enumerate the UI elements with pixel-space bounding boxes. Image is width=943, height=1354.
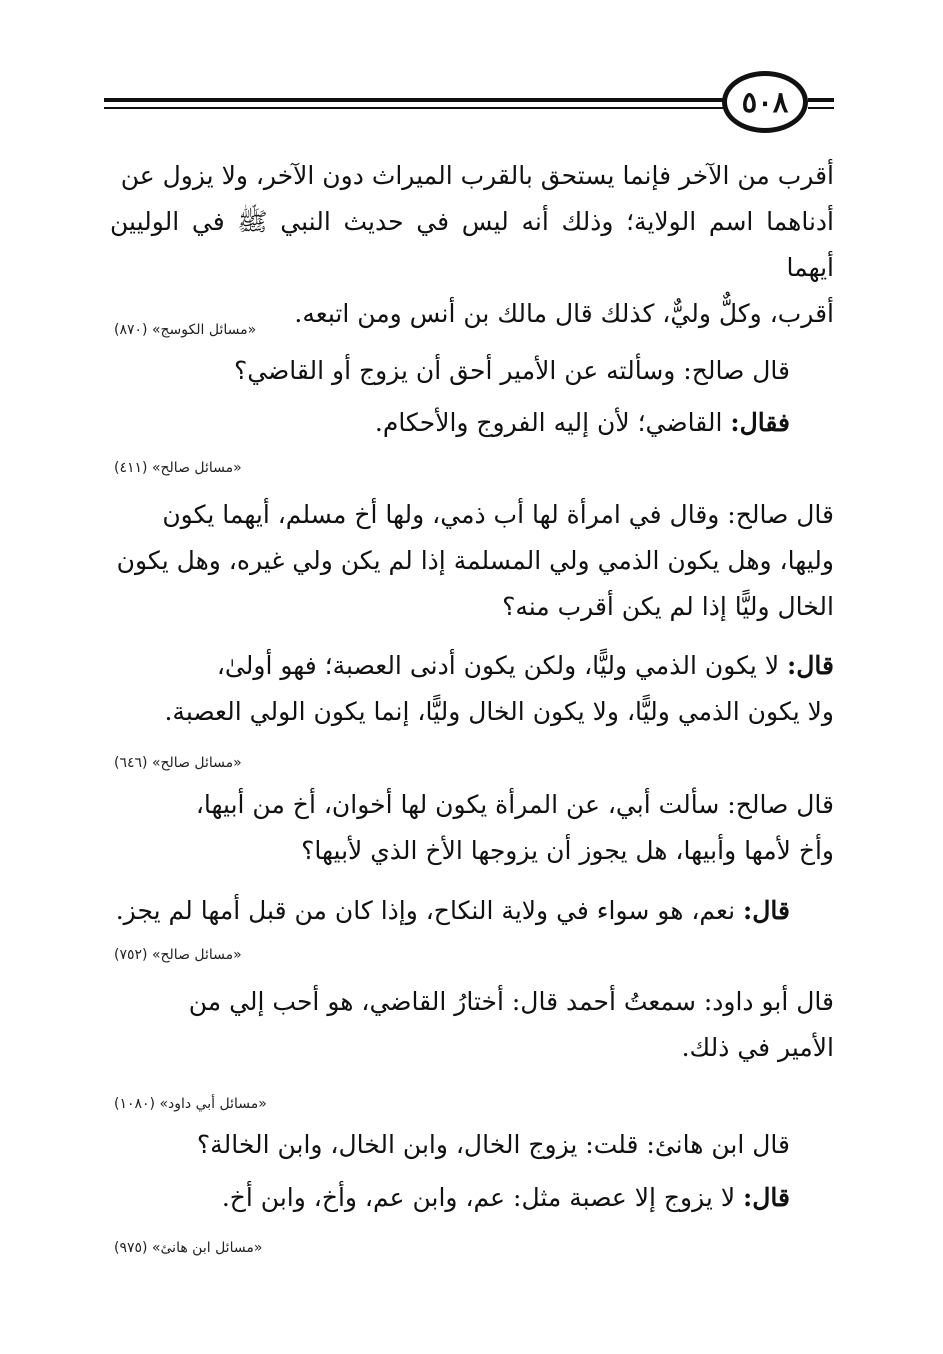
line: ولا يكون الذمي وليًّا، ولا يكون الخال وليًّا، إنما يكون الولي العصبة. (164, 697, 834, 726)
line: قال صالح: وقال في امرأة لها أب ذمي، ولها أخ مسلم، أيهما يكون (162, 500, 834, 529)
source-citation: «مسائل صالح» (٧٥٢) (114, 947, 242, 963)
line: أقرب من الآخر فإنما يستحق بالقرب الميراث دون الآخر، ولا يزول عن (120, 161, 834, 190)
answer-text: لا يكون الذمي وليًّا، ولكن يكون أدنى العصبة؛ فهو أولىٰ، (216, 651, 788, 680)
paragraph-question (110, 979, 834, 1071)
paragraph-answer (110, 888, 790, 934)
header-rule-right (808, 98, 834, 102)
line: وأخ لأمها وأبيها، هل يجوز أن يزوجها الأخ الذي لأبيها؟ (301, 836, 834, 865)
answer-text: القاضي؛ لأن إليه الفروج والأحكام. (374, 408, 731, 437)
source-citation: «مسائل صالح» (٤١١) (114, 460, 242, 476)
header-rule-top (104, 98, 724, 102)
header-rule-right-2 (808, 107, 834, 109)
source-citation: «مسائل الكوسج» (٨٧٠) (114, 322, 257, 338)
answer-lead: قال: (743, 896, 790, 925)
line (110, 888, 790, 934)
source-citation: «مسائل أبي داود» (١٠٨٠) (114, 1096, 267, 1112)
line: الخال وليًّا إذا لم يكن أقرب منه؟ (502, 592, 834, 621)
line (110, 1175, 790, 1221)
answer-lead: فقال: (730, 408, 790, 437)
paragraph-question (110, 348, 790, 394)
answer-text: نعم، هو سواء في ولاية النكاح، وإذا كان من قبل أمها لم يجز. (115, 896, 744, 925)
source-citation: «مسائل ابن هانئ» (٩٧٥) (114, 1240, 263, 1256)
answer-lead: قال: (743, 1183, 790, 1212)
line (110, 400, 790, 446)
paragraph-question (110, 1122, 790, 1168)
answer-text: لا يزوج إلا عصبة مثل: عم، وابن عم، وأخ، وابن أخ. (221, 1183, 744, 1212)
page-number: ٥٠٨ (722, 71, 808, 133)
answer-lead: قال: (787, 651, 834, 680)
line: قال أبو داود: سمعتُ أحمد قال: أختارُ القاضي، هو أحب إلي من (188, 987, 834, 1016)
source-citation: «مسائل صالح» (٦٤٦) (114, 755, 242, 771)
paragraph-answer (110, 1175, 790, 1221)
paragraph-answer (110, 400, 790, 446)
paragraph-answer (110, 643, 834, 735)
line: أقرب، وكلٌّ وليٌّ، كذلك قال مالك بن أنس ومن اتبعه. (294, 299, 834, 328)
line: أدناهما اسم الولاية؛ وذلك أنه ليس في حديث النبي ﷺ في الوليين أيهما (110, 207, 834, 282)
line: قال صالح: وسألته عن الأمير أحق أن يزوج أو القاضي؟ (233, 356, 790, 385)
line: قال صالح: سألت أبي، عن المرأة يكون لها أخوان، أخ من أبيها، (195, 790, 834, 819)
line: الأمير في ذلك. (681, 1033, 834, 1062)
paragraph-1 (110, 153, 834, 337)
header-rule-bottom (104, 107, 724, 109)
line: وليها، وهل يكون الذمي ولي المسلمة إذا لم يكن ولي غيره، وهل يكون (116, 546, 834, 575)
line (110, 643, 834, 689)
paragraph-question (110, 782, 834, 874)
line: قال ابن هانئ: قلت: يزوج الخال، وابن الخال، وابن الخالة؟ (196, 1130, 790, 1159)
paragraph-question (110, 492, 834, 630)
